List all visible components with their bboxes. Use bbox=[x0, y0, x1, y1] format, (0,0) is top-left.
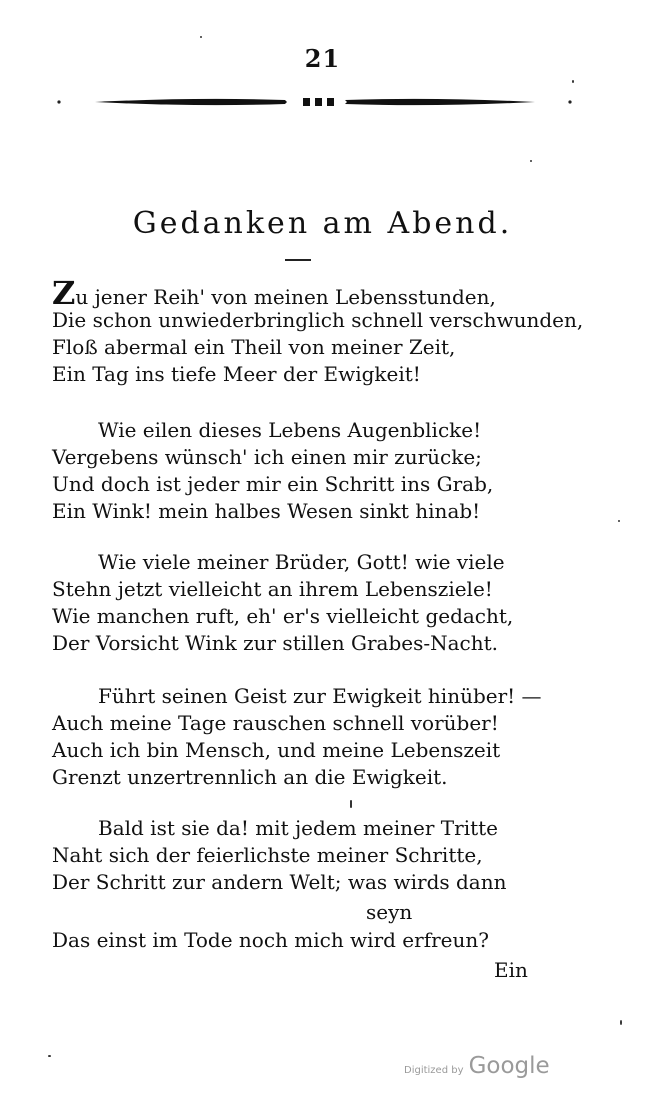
stanza-line: Wie viele meiner Brüder, Gott! wie viele bbox=[98, 550, 505, 574]
stanza-line: Zu jener Reih' von meinen Lebensstunden, bbox=[52, 274, 496, 312]
stanza-line: Ein Wink! mein halbes Wesen sinkt hinab! bbox=[52, 499, 481, 523]
drop-cap-letter: Z bbox=[52, 274, 76, 312]
watermark-prefix: Digitized by bbox=[404, 1065, 464, 1076]
stanza-line: Grenzt unzertrennlich an die Ewigkeit. bbox=[52, 765, 448, 789]
stanza-line: Ein Tag ins tiefe Meer der Ewigkeit! bbox=[52, 362, 421, 386]
scan-speck bbox=[620, 1020, 622, 1025]
stanza-line: Floß abermal ein Theil von meiner Zeit, bbox=[52, 335, 456, 359]
stanza-line: Wie manchen ruft, eh' er's vielleicht gedacht, bbox=[52, 604, 514, 628]
scan-speck bbox=[350, 800, 352, 808]
stanza-line: Das einst im Tode noch mich wird erfreun? bbox=[52, 928, 489, 952]
stanza-line: Der Vorsicht Wink zur stillen Grabes-Nacht. bbox=[52, 631, 499, 655]
scan-speck bbox=[530, 160, 532, 162]
stanza-line: Wie eilen dieses Lebens Augenblicke! bbox=[98, 418, 482, 442]
stanza-1 bbox=[52, 274, 584, 388]
catchword: Ein bbox=[494, 958, 528, 982]
stanza-3 bbox=[52, 549, 542, 657]
stanza-line: Stehn jetzt vielleicht an ihrem Lebensziele! bbox=[52, 577, 493, 601]
stanza-5 bbox=[52, 815, 542, 896]
stanza-line: Auch ich bin Mensch, und meine Lebenszeit bbox=[52, 738, 501, 762]
page-number: 21 bbox=[304, 44, 341, 73]
stanza-line: Die schon unwiederbringlich schnell verschwunden, bbox=[52, 308, 584, 332]
watermark-brand: Google bbox=[468, 1053, 550, 1079]
runover-word: seyn bbox=[366, 900, 413, 924]
stanza-line: Vergebens wünsch' ich einen mir zurücke; bbox=[52, 445, 482, 469]
stanza-line: Und doch ist jeder mir ein Schritt ins Grab, bbox=[52, 472, 494, 496]
header-ornament-rule bbox=[55, 92, 575, 112]
digitized-watermark bbox=[404, 1053, 550, 1079]
title-rule bbox=[285, 259, 311, 261]
poem-title: Gedanken am Abend. bbox=[132, 206, 513, 241]
stanza-line: Naht sich der feierlichste meiner Schritte, bbox=[52, 843, 483, 867]
stanza-line: Der Schritt zur andern Welt; was wirds dann bbox=[52, 870, 507, 894]
scan-speck bbox=[618, 520, 620, 522]
stanza-2 bbox=[52, 417, 542, 525]
scan-speck bbox=[572, 80, 574, 83]
stanza-line: Auch meine Tage rauschen schnell vorüber! bbox=[52, 711, 499, 735]
scan-speck bbox=[48, 1055, 51, 1057]
stanza-4 bbox=[52, 683, 542, 791]
stanza-line: Führt seinen Geist zur Ewigkeit hinüber! — bbox=[98, 684, 542, 708]
stanza-line: Bald ist sie da! mit jedem meiner Tritte bbox=[98, 816, 498, 840]
scan-speck bbox=[200, 36, 202, 38]
